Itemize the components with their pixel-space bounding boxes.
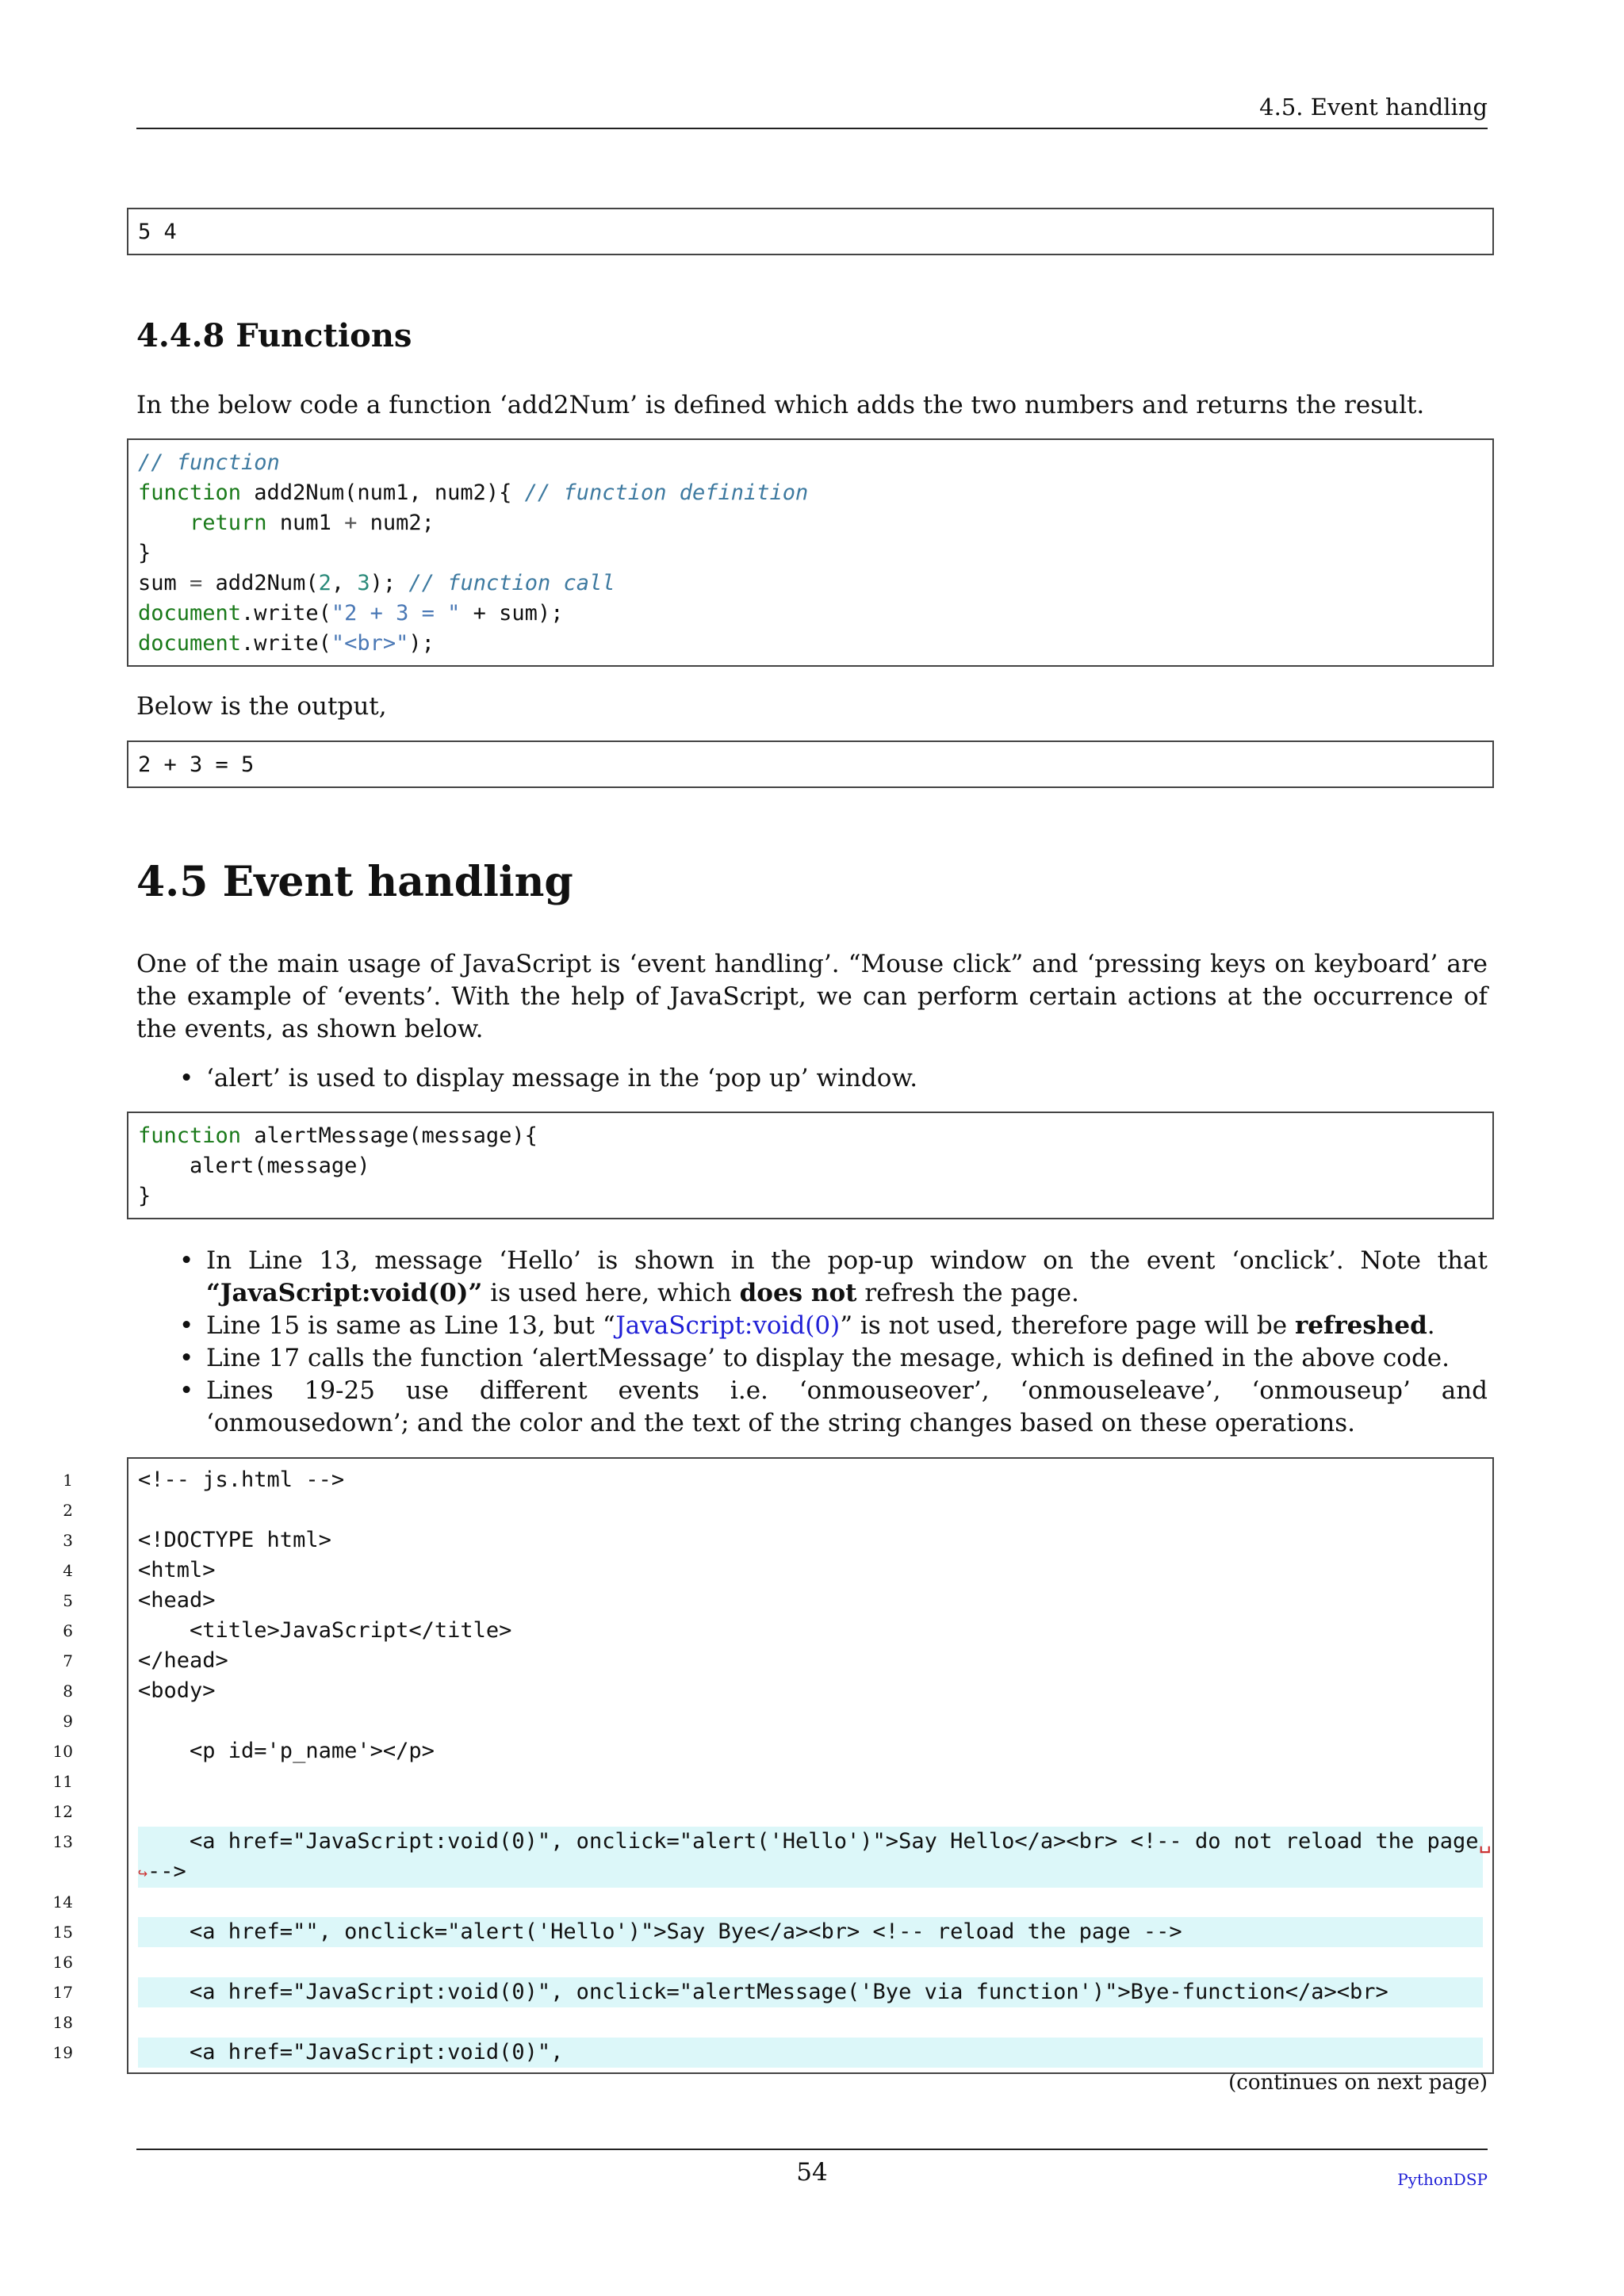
code-line (128, 629, 1492, 659)
line-number: 9 (63, 1712, 73, 1731)
listing-row (63, 1465, 1492, 1495)
code-token: function (138, 1123, 242, 1148)
code-token: ); (370, 571, 409, 595)
line-number: 8 (63, 1682, 73, 1701)
code-token: add2Num( (202, 571, 319, 595)
code-token: alert(message) (138, 1154, 370, 1178)
code-token: "2 + 3 = " (331, 601, 461, 626)
code-block (127, 438, 1494, 667)
code-line: <body> (138, 1678, 216, 1703)
line-number: 3 (63, 1531, 73, 1550)
inline-link[interactable]: JavaScript:void(0) (615, 1311, 841, 1340)
code-token: } (138, 541, 151, 565)
footer-brand: PythonDSP (1397, 2170, 1488, 2189)
line-number: 1 (63, 1471, 73, 1490)
code-token: } (138, 1184, 151, 1208)
code-line: <a href="JavaScript:void(0)", onclick="alert('Hello')">Say Hello</a><br> <!-- do not reload the page␣ (138, 1827, 1483, 1857)
code-token: num1 (266, 511, 345, 535)
line-number: 18 (52, 2013, 73, 2032)
code-listing (52, 1457, 1494, 2074)
code-token: 2 (318, 571, 331, 595)
listing-row (63, 1646, 1492, 1676)
code-token: // function definition (524, 480, 809, 505)
line-number: 6 (63, 1621, 73, 1640)
bullet-icon: • (179, 1246, 194, 1275)
page-number: 54 (796, 2158, 828, 2187)
code-line: ↪--> (138, 1857, 1483, 1888)
list-item: • ‘alert’ is used to display message in the ‘pop up’ window. (136, 1062, 1488, 1095)
line-number: 4 (63, 1561, 73, 1580)
code-token: num2; (357, 511, 435, 535)
code-token: "<br>" (331, 631, 409, 656)
listing-row (128, 1857, 1492, 1887)
line-number: 11 (52, 1772, 73, 1791)
output-box (127, 740, 1494, 788)
listing-row (63, 1616, 1492, 1646)
list-item: • Lines 19-25 use different events i.e. ‘onmouseover’, ‘onmouseleave’, ‘onmouseup’ and ‘onmousedown’; and the color and the text of the string changes based on these operations. (179, 1376, 1488, 1437)
running-header: 4.5. Event handling (1259, 94, 1488, 121)
code-block (127, 1112, 1494, 1219)
bullet-icon: • (179, 1064, 194, 1093)
line-number: 7 (63, 1651, 73, 1670)
code-line: <a href="", onclick="alert('Hello')">Say Bye</a><br> <!-- reload the page --> (138, 1917, 1483, 1947)
continues-note: (continues on next page) (1228, 2071, 1488, 2095)
listing-row (63, 1676, 1492, 1706)
code-line: <!DOCTYPE html> (138, 1528, 331, 1552)
code-line: 2 + 3 = 5 (138, 752, 255, 777)
code-token: = (190, 571, 203, 595)
line-number: 5 (63, 1591, 73, 1610)
paragraph: Below is the output, (136, 692, 387, 721)
code-line: <!-- js.html --> (138, 1468, 345, 1492)
line-number: 17 (52, 1983, 73, 2002)
line-number: 14 (52, 1892, 73, 1911)
code-line: <a href="JavaScript:void(0)", onclick="alertMessage('Bye via function')">Bye-function</a><br> (138, 1977, 1483, 2007)
output-box (127, 208, 1494, 255)
listing-row (52, 1827, 1492, 1857)
listing-row (52, 1797, 1492, 1827)
code-token: alertMessage(message){ (241, 1123, 538, 1148)
code-token: .write( (241, 631, 331, 656)
code-line (128, 1121, 1492, 1151)
listing-row (52, 2038, 1492, 2068)
code-token: function (138, 480, 242, 505)
code-line (128, 1151, 1492, 1181)
line-number: 12 (52, 1802, 73, 1821)
code-line (128, 599, 1492, 629)
code-token: ); (408, 631, 435, 656)
line-number: 19 (52, 2043, 73, 2062)
code-line (128, 508, 1492, 538)
code-line: <p id='p_name'></p> (138, 1739, 435, 1763)
code-line (128, 568, 1492, 599)
code-token: // function call (408, 571, 615, 595)
listing-row (52, 1947, 1492, 1977)
code-token (138, 511, 190, 535)
code-line (128, 478, 1492, 508)
bullet-list (136, 1245, 1488, 1440)
wrap-arrow-icon: ↪ (138, 1863, 148, 1882)
code-token: sum (138, 571, 190, 595)
header-rule (136, 128, 1488, 129)
code-token: add2Num(num1, num2){ (241, 480, 525, 505)
code-line: <title>JavaScript</title> (138, 1618, 512, 1643)
code-line: <a href="JavaScript:void(0)", (138, 2038, 1483, 2068)
code-line: 5 4 (138, 220, 177, 244)
bullet-list (136, 1062, 1488, 1095)
paragraph: One of the main usage of JavaScript is ‘event handling’. “Mouse click” and ‘pressing keys on keyboard’ are the example of ‘events’. With the help of JavaScript, we can perform certain actions at the occurrence of the events, as shown below. (136, 950, 1488, 1043)
list-item: • Line 17 calls the function ‘alertMessage’ to display the mesage, which is defined in the above code. (136, 1342, 1488, 1375)
bullet-icon: • (179, 1376, 194, 1405)
footer-rule (136, 2149, 1488, 2150)
listing-row (63, 1706, 1492, 1736)
code-token: + sum); (460, 601, 564, 626)
section-heading: 4.4.8 Functions (136, 317, 412, 354)
listing-row (52, 1887, 1492, 1917)
code-line (128, 448, 1492, 478)
listing-row (52, 1766, 1492, 1797)
code-token: document (138, 631, 242, 656)
listing-row (52, 2007, 1492, 2038)
line-number: 2 (63, 1501, 73, 1520)
bullet-icon: • (179, 1344, 194, 1372)
line-number: 15 (52, 1923, 73, 1942)
code-line (128, 1181, 1492, 1211)
paragraph: In the below code a function ‘add2Num’ is defined which adds the two numbers and returns the result. (136, 391, 1425, 419)
code-token: , (331, 571, 358, 595)
listing-row (63, 1586, 1492, 1616)
section-heading: 4.5 Event handling (136, 858, 573, 906)
line-wrap-icon: ␣ (1478, 1829, 1492, 1854)
code-token: // function (138, 450, 280, 475)
code-line: <head> (138, 1588, 216, 1613)
code-token: 3 (357, 571, 370, 595)
line-number: 10 (52, 1742, 73, 1761)
bullet-icon: • (179, 1311, 194, 1340)
line-number: 13 (52, 1832, 73, 1851)
code-token: .write( (241, 601, 331, 626)
listing-row (52, 1736, 1492, 1766)
code-line: <html> (138, 1558, 216, 1582)
code-token: + (344, 511, 358, 535)
listing-row (52, 1977, 1492, 2007)
listing-row (52, 1917, 1492, 1947)
list-item: • In Line 13, message ‘Hello’ is shown in the pop-up window on the event ‘onclick’. Note that “JavaScript:void(0)” is used here, which does not refresh the page. (179, 1246, 1488, 1307)
list-item: • Line 15 is same as Line 13, but “JavaScript:void(0)” is not used, therefore page will be refreshed. (136, 1310, 1488, 1342)
listing-row (63, 1525, 1492, 1556)
code-token: return (190, 511, 267, 535)
line-number: 16 (52, 1953, 73, 1972)
code-token: document (138, 601, 242, 626)
listing-row (63, 1495, 1492, 1525)
listing-row (63, 1556, 1492, 1586)
code-line: </head> (138, 1648, 228, 1673)
code-line (128, 538, 1492, 568)
